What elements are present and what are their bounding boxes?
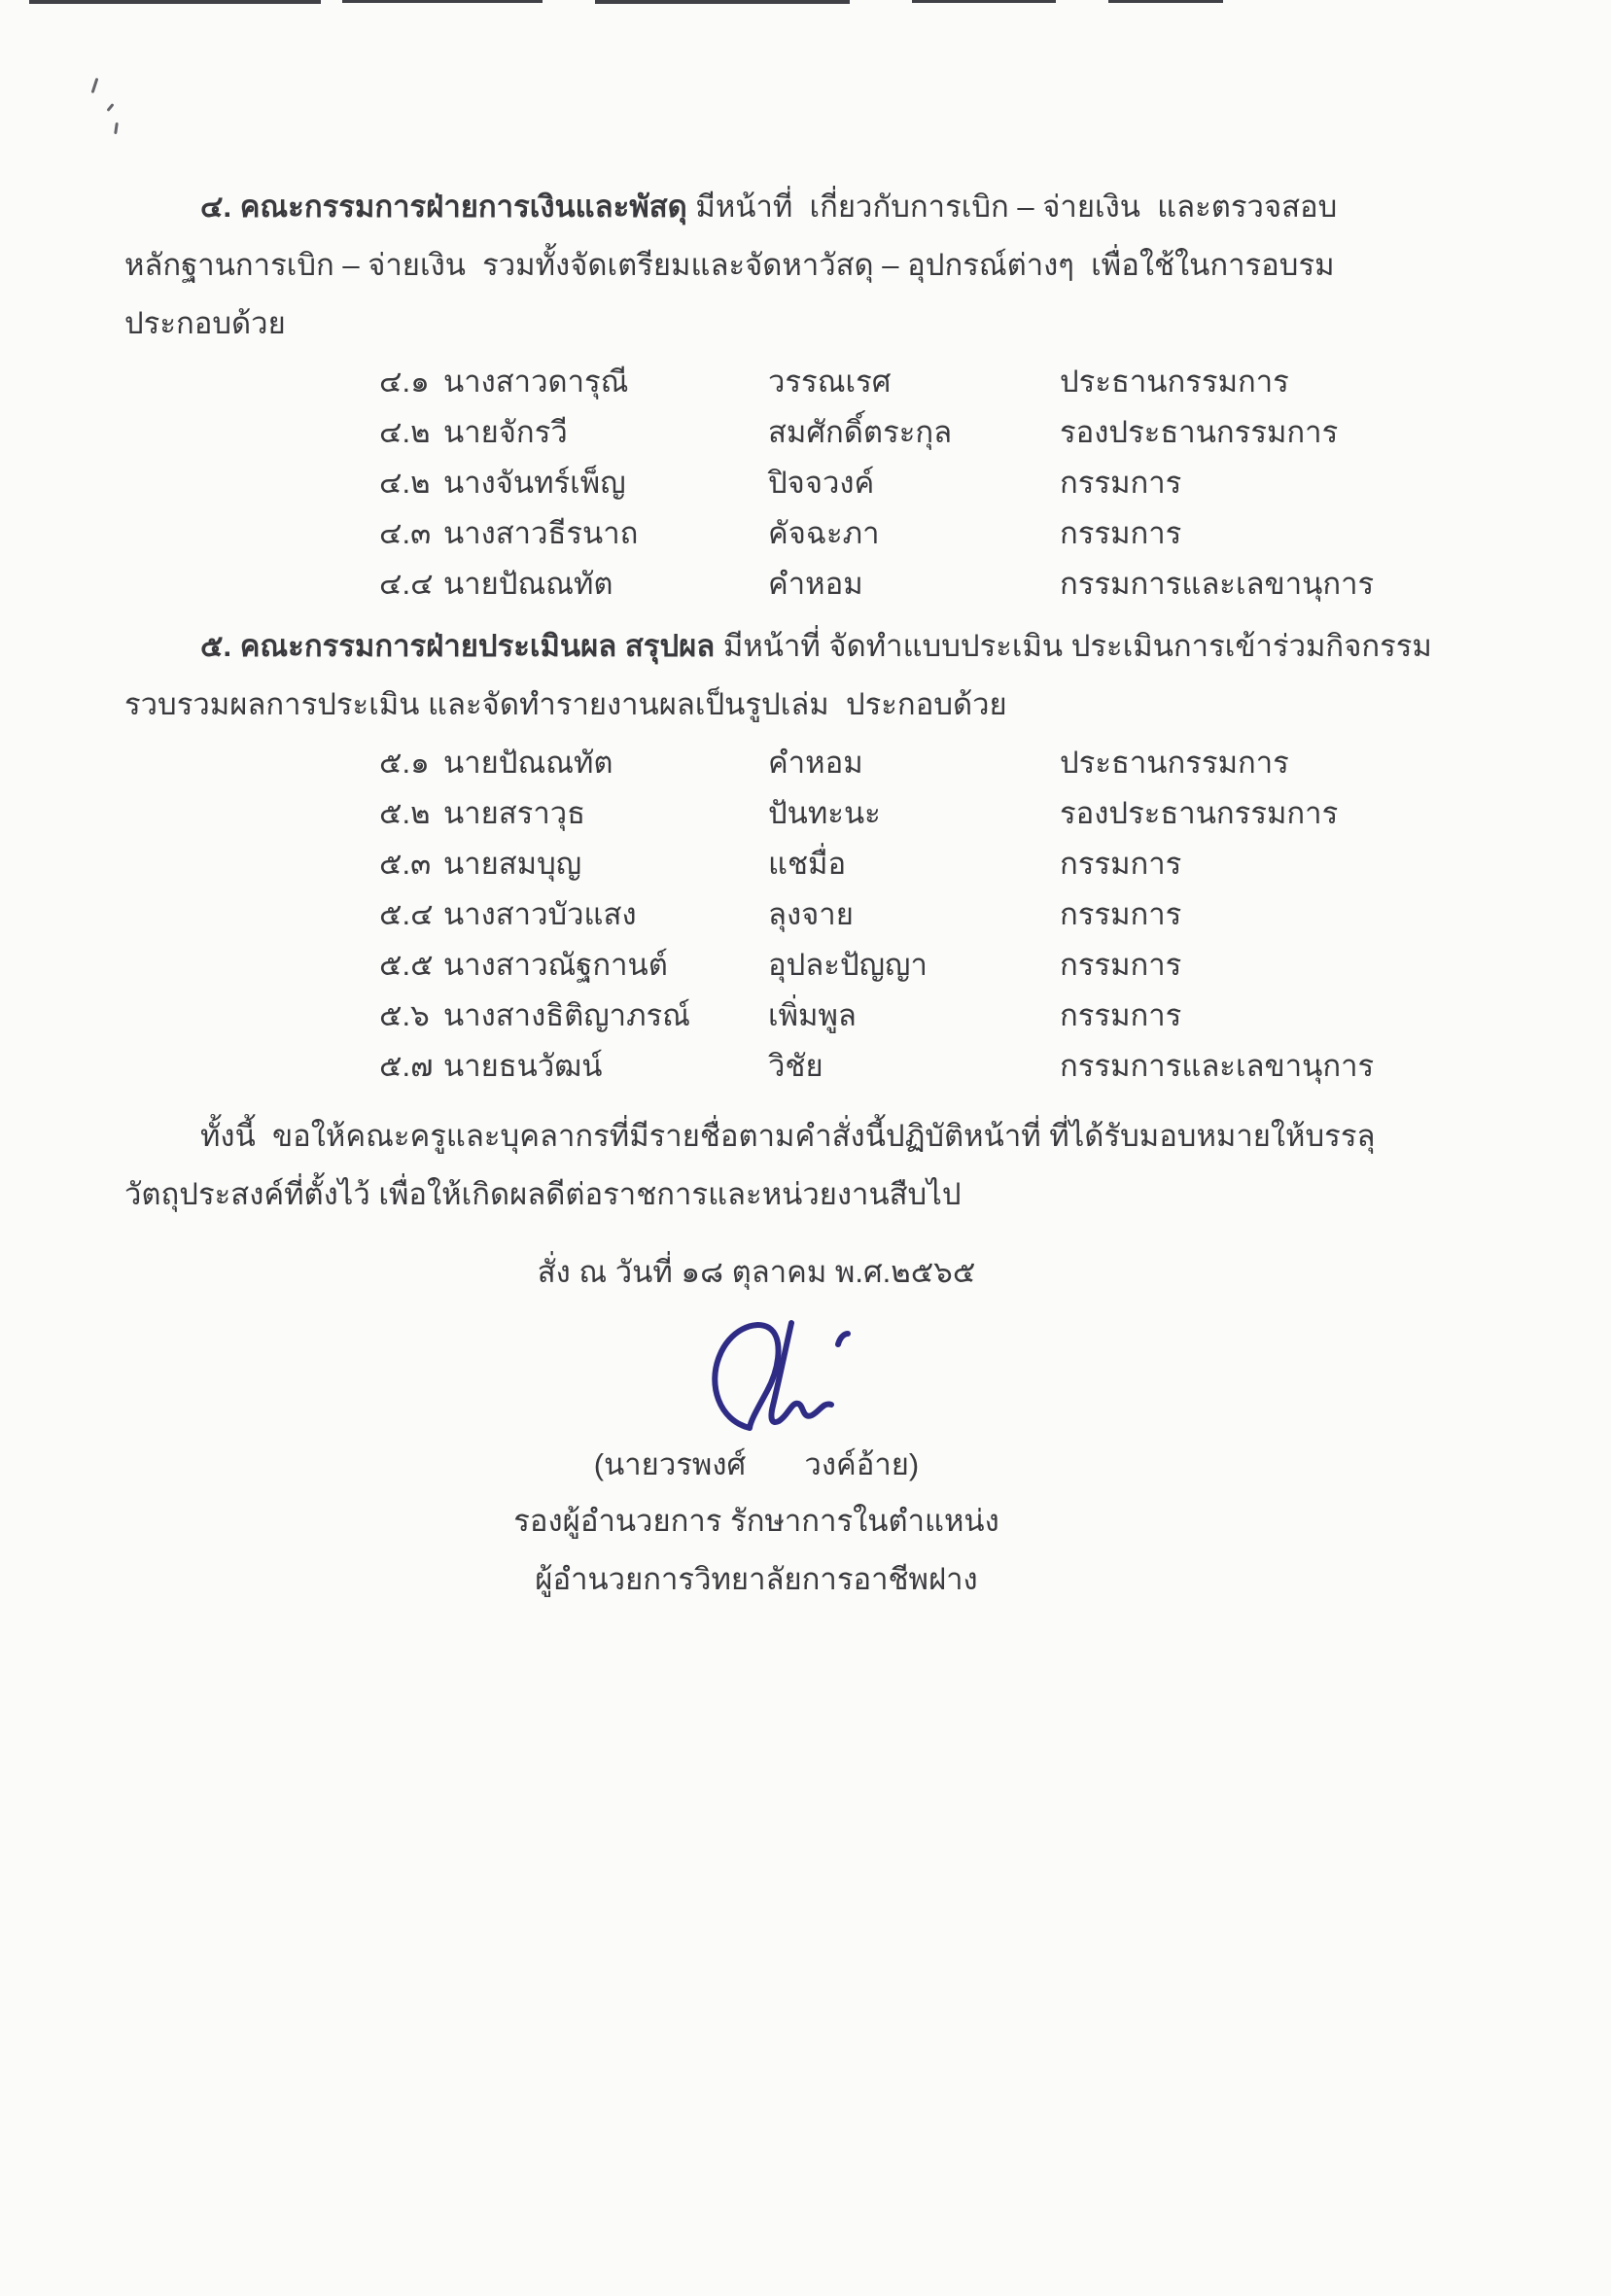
member-surname: คำหอม [768,746,863,780]
member-surname: อุปละปัญญา [768,948,928,982]
member-name: นายสราวุธ [443,796,586,830]
member-surname: คัจฉะภา [768,516,880,550]
member-surname: ลุงจาย [768,897,854,931]
signature-area [124,1313,1388,1438]
member-number: ๔.๑ [379,365,430,399]
member-number: ๔.๒ [379,466,431,500]
member-name: นายปัณณทัต [443,567,613,601]
member-role: กรรมการ [1060,897,1182,931]
member-role: กรรมการ [1060,847,1182,881]
paragraph-line: วัตถุประสงค์ที่ตั้งไว้ เพื่อให้เกิดผลดีต่อราชการและหน่วยงานสืบไป [124,1177,962,1211]
member-role: รองประธานกรรมการ [1060,796,1339,830]
member-number: ๔.๒ [379,415,431,449]
pen-mark [114,122,119,134]
paragraph-line [124,178,1456,236]
scan-artifact-line [595,0,850,4]
member-name: นายธนวัฒน์ [443,1049,603,1083]
section-evaluation [124,617,1456,1092]
pen-mark [91,78,99,93]
member-surname: ปันทะนะ [768,796,881,830]
member-name: นางจันทร์เพ็ญ [443,466,626,500]
member-surname: ปิจจวงค์ [768,466,875,500]
member-role: ประธานกรรมการ [1060,365,1289,399]
scan-artifact-line [912,0,1056,3]
member-row [379,991,1456,1041]
member-role: กรรมการและเลขานุการ [1060,567,1375,601]
member-number: ๔.๓ [379,516,432,550]
member-list-finance [379,357,1456,609]
paragraph-line: รวบรวมผลการประเมิน และจัดทำรายงานผลเป็นรูปเล่ม ประกอบด้วย [124,687,1007,721]
member-row [379,458,1456,508]
section-duty-text: มีหน้าที่ เกี่ยวกับการเบิก – จ่ายเงิน และตรวจสอบ [686,190,1338,224]
member-role: กรรมการและเลขานุการ [1060,1049,1375,1083]
member-surname: วรรณเรศ [768,365,892,399]
member-surname: เพิ่มพูล [768,998,857,1032]
member-name: นางสาวดารุณี [443,365,629,399]
scan-artifact-line [1108,0,1223,3]
section-heading: ๕. คณะกรรมการฝ่ายประเมินผล สรุปผล [200,629,716,663]
member-row [379,889,1456,940]
signatory-name: (นายวรพงศ์ วงค์อ้าย) [593,1447,920,1481]
member-row [379,407,1456,458]
member-number: ๕.๔ [379,897,434,931]
member-surname: คำหอม [768,567,863,601]
member-number: ๕.๑ [379,746,430,780]
signatory-title-line2: ผู้อำนวยการวิทยาลัยการอาชีพฝาง [535,1562,978,1596]
section-duty-text: มีหน้าที่ จัดทำแบบประเมิน ประเมินการเข้าร่วมกิจกรรม [715,629,1432,663]
order-date-line: สั่ง ณ วันที่ ๑๘ ตุลาคม พ.ศ.๒๕๖๕ [537,1255,976,1289]
member-row [379,508,1456,559]
member-number: ๕.๗ [379,1049,434,1083]
scan-artifact-line [29,0,321,4]
signature-block [124,1243,1388,1609]
member-row [379,1041,1456,1092]
member-name: นางสาวณัฐกานต์ [443,948,668,982]
member-row [379,940,1456,991]
paragraph-line: ทั้งนี้ ขอให้คณะครูและบุคลากรที่มีรายชื่อตามคำสั่งนี้ปฏิบัติหน้าที่ ที่ได้รับมอบหมายให้บรรลุ [200,1119,1376,1153]
member-surname: สมศักดิ์ตระกุล [768,415,953,449]
member-role: รองประธานกรรมการ [1060,415,1339,449]
member-name: นายสมบุญ [443,847,582,881]
member-number: ๕.๖ [379,998,430,1032]
member-name: นางสาวบัวแสง [443,897,637,931]
member-role: กรรมการ [1060,466,1182,500]
section-finance [124,178,1456,609]
member-name: นายปัณณทัต [443,746,613,780]
member-name: นางสาวธีรนาถ [443,516,639,550]
member-number: ๔.๔ [379,567,434,601]
member-row [379,559,1456,609]
member-number: ๕.๓ [379,847,432,881]
pen-mark [106,103,114,112]
member-number: ๕.๒ [379,796,431,830]
member-role: ประธานกรรมการ [1060,746,1289,780]
member-role: กรรมการ [1060,948,1182,982]
signature-ink-icon [693,1313,888,1436]
document-body [124,178,1456,1609]
member-row [379,839,1456,889]
member-row [379,357,1456,407]
member-role: กรรมการ [1060,516,1182,550]
paragraph-line [124,617,1456,676]
member-row [379,738,1456,788]
member-surname: วิชัย [768,1049,823,1083]
member-name: นางสางธิติญาภรณ์ [443,998,690,1032]
paragraph-line: ประกอบด้วย [124,306,286,340]
member-name: นายจักรวี [443,415,568,449]
member-list-evaluation [379,738,1456,1092]
closing-paragraph [124,1107,1456,1224]
member-role: กรรมการ [1060,998,1182,1032]
signatory-title-line1: รองผู้อำนวยการ รักษาการในตำแหน่ง [513,1504,999,1538]
paragraph-line: หลักฐานการเบิก – จ่ายเงิน รวมทั้งจัดเตรียมและจัดหาวัสดุ – อุปกรณ์ต่างๆ เพื่อใช้ในการอบรม [124,248,1335,282]
scan-artifact-line [342,0,543,3]
member-row [379,788,1456,839]
member-surname: แชมื่อ [768,847,847,881]
member-number: ๕.๕ [379,948,434,982]
section-heading: ๔. คณะกรรมการฝ่ายการเงินและพัสดุ [200,190,687,224]
